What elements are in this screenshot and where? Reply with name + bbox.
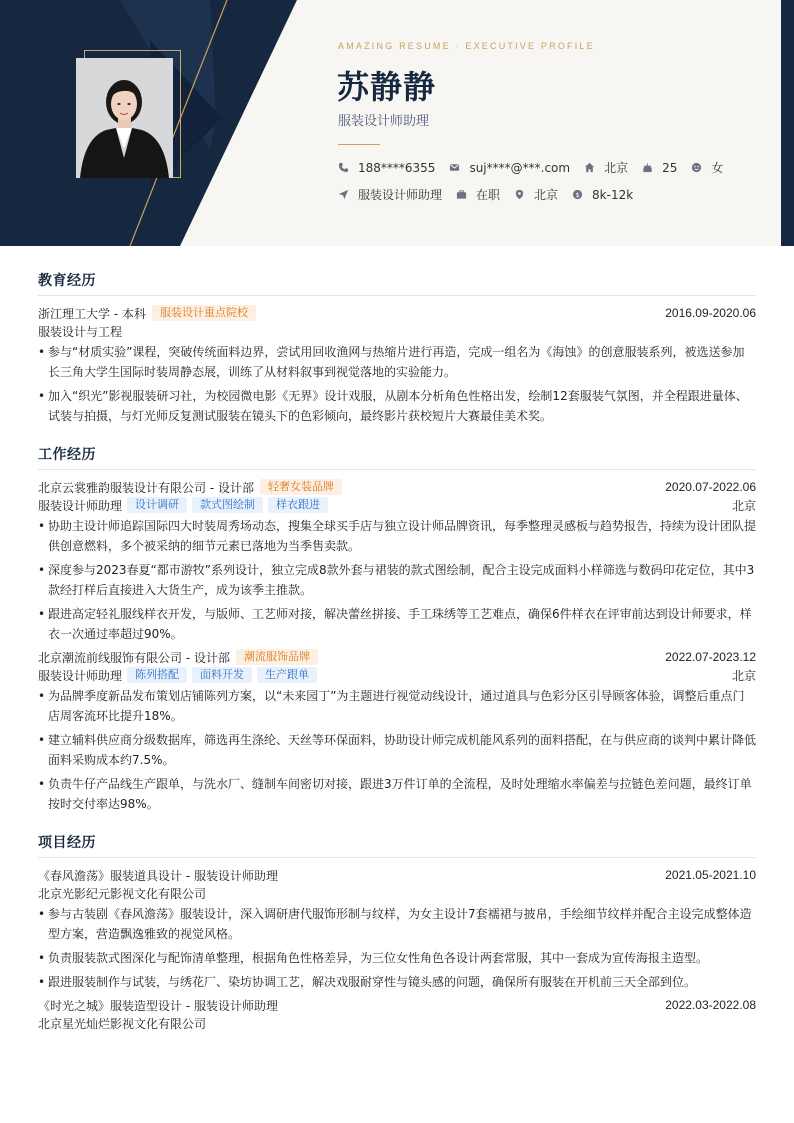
list-item: • 负责服装款式图深化与配饰清单整理，根据角色性格差异，为三位女性角色各设计两套常服，其中一套成为宣传海报主造型。 bbox=[38, 948, 756, 968]
svg-text:$: $ bbox=[575, 190, 580, 199]
skill-tag: 生产跟单 bbox=[257, 667, 317, 683]
salary-info: $ 8k-12k bbox=[572, 188, 633, 202]
list-item: • 协助主设计师追踪国际四大时装周秀场动态，搜集全球买手店与独立设计师品牌资讯，每季整理灵感板与趋势报告，持续为设计团队提供创意燃料，多个被采纳的细节元素已落地为当季售卖款。 bbox=[38, 516, 756, 556]
status-info: 在职 bbox=[456, 186, 500, 203]
profile-photo bbox=[76, 58, 173, 178]
skill-tag: 面料开发 bbox=[192, 667, 252, 683]
project-name: 《春风澹荡》服装道具设计 - 服装设计师助理 bbox=[38, 868, 278, 883]
job-bullets bbox=[38, 686, 756, 814]
hometown-info: 北京 bbox=[584, 159, 628, 176]
location-pin-icon bbox=[514, 189, 525, 200]
list-item: • 负责牛仔产品线生产跟单，与洗水厂、缝制车间密切对接，跟进3万件订单的全流程，及时处理缩水率偏差与拉链色差问题，最终订单按时交付率达98%。 bbox=[38, 774, 756, 814]
email-info: suj****@***.com bbox=[449, 161, 570, 175]
education-entry-head bbox=[38, 304, 756, 322]
school-name: 浙江理工大学 - 本科 bbox=[38, 306, 146, 321]
list-item: • 跟进服装制作与试装，与绣花厂、染坊协调工艺，解决戏服耐穿性与镜头感的问题，确保所有服装在开机前三天全部到位。 bbox=[38, 972, 756, 992]
section-title-work: 工作经历 bbox=[38, 444, 756, 470]
work-section bbox=[38, 444, 756, 814]
company-name: 北京潮流前线服饰有限公司 - 设计部 bbox=[38, 650, 230, 665]
education-section bbox=[38, 270, 756, 426]
candidate-title: 服装设计师助理 bbox=[338, 114, 430, 129]
project-org: 北京光影纪元影视文化有限公司 bbox=[38, 886, 207, 901]
company-tag: 潮流服饰品牌 bbox=[236, 649, 318, 665]
list-item: • 建立辅料供应商分级数据库，筛选再生涤纶、天丝等环保面料，协助设计师完成机能风系列的面料搭配，在与供应商的谈判中累计降低面料采购成本约7.5%。 bbox=[38, 730, 756, 770]
skill-tag: 款式图绘制 bbox=[192, 497, 263, 513]
skill-tag: 陈列搭配 bbox=[127, 667, 187, 683]
phone-info: 188****6355 bbox=[338, 161, 435, 175]
company-name: 北京云裳雅韵服装设计有限公司 - 设计部 bbox=[38, 480, 254, 495]
list-item: • 参与“材质实验”课程，突破传统面料边界，尝试用回收渔网与热缩片进行再造，完成一组名为《海蚀》的创意服装系列，被选送参加长三角大学生国际时装周静态展，训练了从材料叙事到视觉落地的实验能力。 bbox=[38, 342, 756, 382]
project-org: 北京星光灿烂影视文化有限公司 bbox=[38, 1016, 207, 1031]
briefcase-icon bbox=[456, 189, 467, 200]
section-title-education: 教育经历 bbox=[38, 270, 756, 296]
list-item: • 深度参与2023春夏“都市游牧”系列设计，独立完成8款外套与裙装的款式图绘制，配合主设完成面料小样筛选与数码印花定位，其中3款经打样后直接进入大货生产，成为该季主推款。 bbox=[38, 560, 756, 600]
education-date: 2016.09-2020.06 bbox=[665, 306, 756, 320]
section-title-projects: 项目经历 bbox=[38, 832, 756, 858]
target-position-info: 服装设计师助理 bbox=[338, 186, 442, 203]
job-city: 北京 bbox=[731, 498, 756, 513]
resume-tagline: AMAZING RESUME · EXECUTIVE PROFILE bbox=[338, 41, 595, 51]
send-icon bbox=[338, 189, 349, 200]
resume-body bbox=[38, 270, 756, 1032]
job-role: 服装设计师助理 bbox=[38, 498, 123, 513]
project-name: 《时光之城》服装造型设计 - 服装设计师助理 bbox=[38, 998, 278, 1013]
company-tag: 轻奢女装品牌 bbox=[260, 479, 342, 495]
list-item: • 为品牌季度新品发布策划店铺陈列方案，以“未来园丁”为主题进行视觉动线设计，通过道具与色彩分区引导顾客体验，调整后重点门店周客流环比提升18%。 bbox=[38, 686, 756, 726]
target-city-info: 北京 bbox=[514, 186, 558, 203]
job-date: 2022.07-2023.12 bbox=[665, 650, 756, 664]
gender-icon bbox=[691, 162, 702, 173]
list-item: • 跟进高定轻礼服线样衣开发，与版师、工艺师对接，解决蕾丝拼接、手工珠绣等工艺难点，确保6件样衣在评审前达到设计师要求，样衣一次通过率超过90%。 bbox=[38, 604, 756, 644]
list-item: • 参与古装剧《春风澹荡》服装设计，深入调研唐代服饰形制与纹样，为女主设计7套襦裙与披帛，手绘细节纹样并配合主设完成整体造型方案，营造飘逸雅致的视觉风格。 bbox=[38, 904, 756, 944]
job-date: 2020.07-2022.06 bbox=[665, 480, 756, 494]
job-entry-2 bbox=[38, 648, 756, 814]
major-name: 服装设计与工程 bbox=[38, 324, 123, 339]
contact-row bbox=[338, 159, 737, 176]
list-item: • 加入“织光”影视服装研习社，为校园微电影《无界》设计戏服，从剧本分析角色性格出发，绘制12套服装气氛图，并全程跟进量体、试装与拍摄，与灯光师反复测试服装在镜头下的色彩倾向，最终影片获校短片大赛最佳美术奖。 bbox=[38, 386, 756, 426]
job-intent-row bbox=[338, 186, 647, 203]
age-info: 25 bbox=[642, 161, 677, 175]
job-city: 北京 bbox=[731, 668, 756, 683]
skill-tag: 样衣跟进 bbox=[268, 497, 328, 513]
gold-divider bbox=[338, 144, 380, 145]
home-icon bbox=[584, 162, 595, 173]
job-entry-1 bbox=[38, 478, 756, 644]
gender-info: 女 bbox=[691, 159, 723, 176]
phone-icon bbox=[338, 162, 349, 173]
education-major-row bbox=[38, 322, 756, 340]
school-tag: 服装设计重点院校 bbox=[152, 305, 256, 321]
salary-icon bbox=[572, 189, 583, 200]
job-role: 服装设计师助理 bbox=[38, 668, 123, 683]
project-entry-1 bbox=[38, 866, 756, 992]
header-right-strip bbox=[781, 0, 794, 246]
skill-tag: 设计调研 bbox=[127, 497, 187, 513]
project-entry-2 bbox=[38, 996, 756, 1032]
project-bullets bbox=[38, 904, 756, 992]
project-date: 2021.05-2021.10 bbox=[665, 868, 756, 882]
job-bullets bbox=[38, 516, 756, 644]
education-bullets bbox=[38, 342, 756, 426]
project-date: 2022.03-2022.08 bbox=[665, 998, 756, 1012]
projects-section bbox=[38, 832, 756, 1032]
mail-icon bbox=[449, 162, 460, 173]
candidate-name: 苏静静 bbox=[337, 68, 437, 106]
cake-icon bbox=[642, 162, 653, 173]
resume-header bbox=[0, 0, 794, 246]
